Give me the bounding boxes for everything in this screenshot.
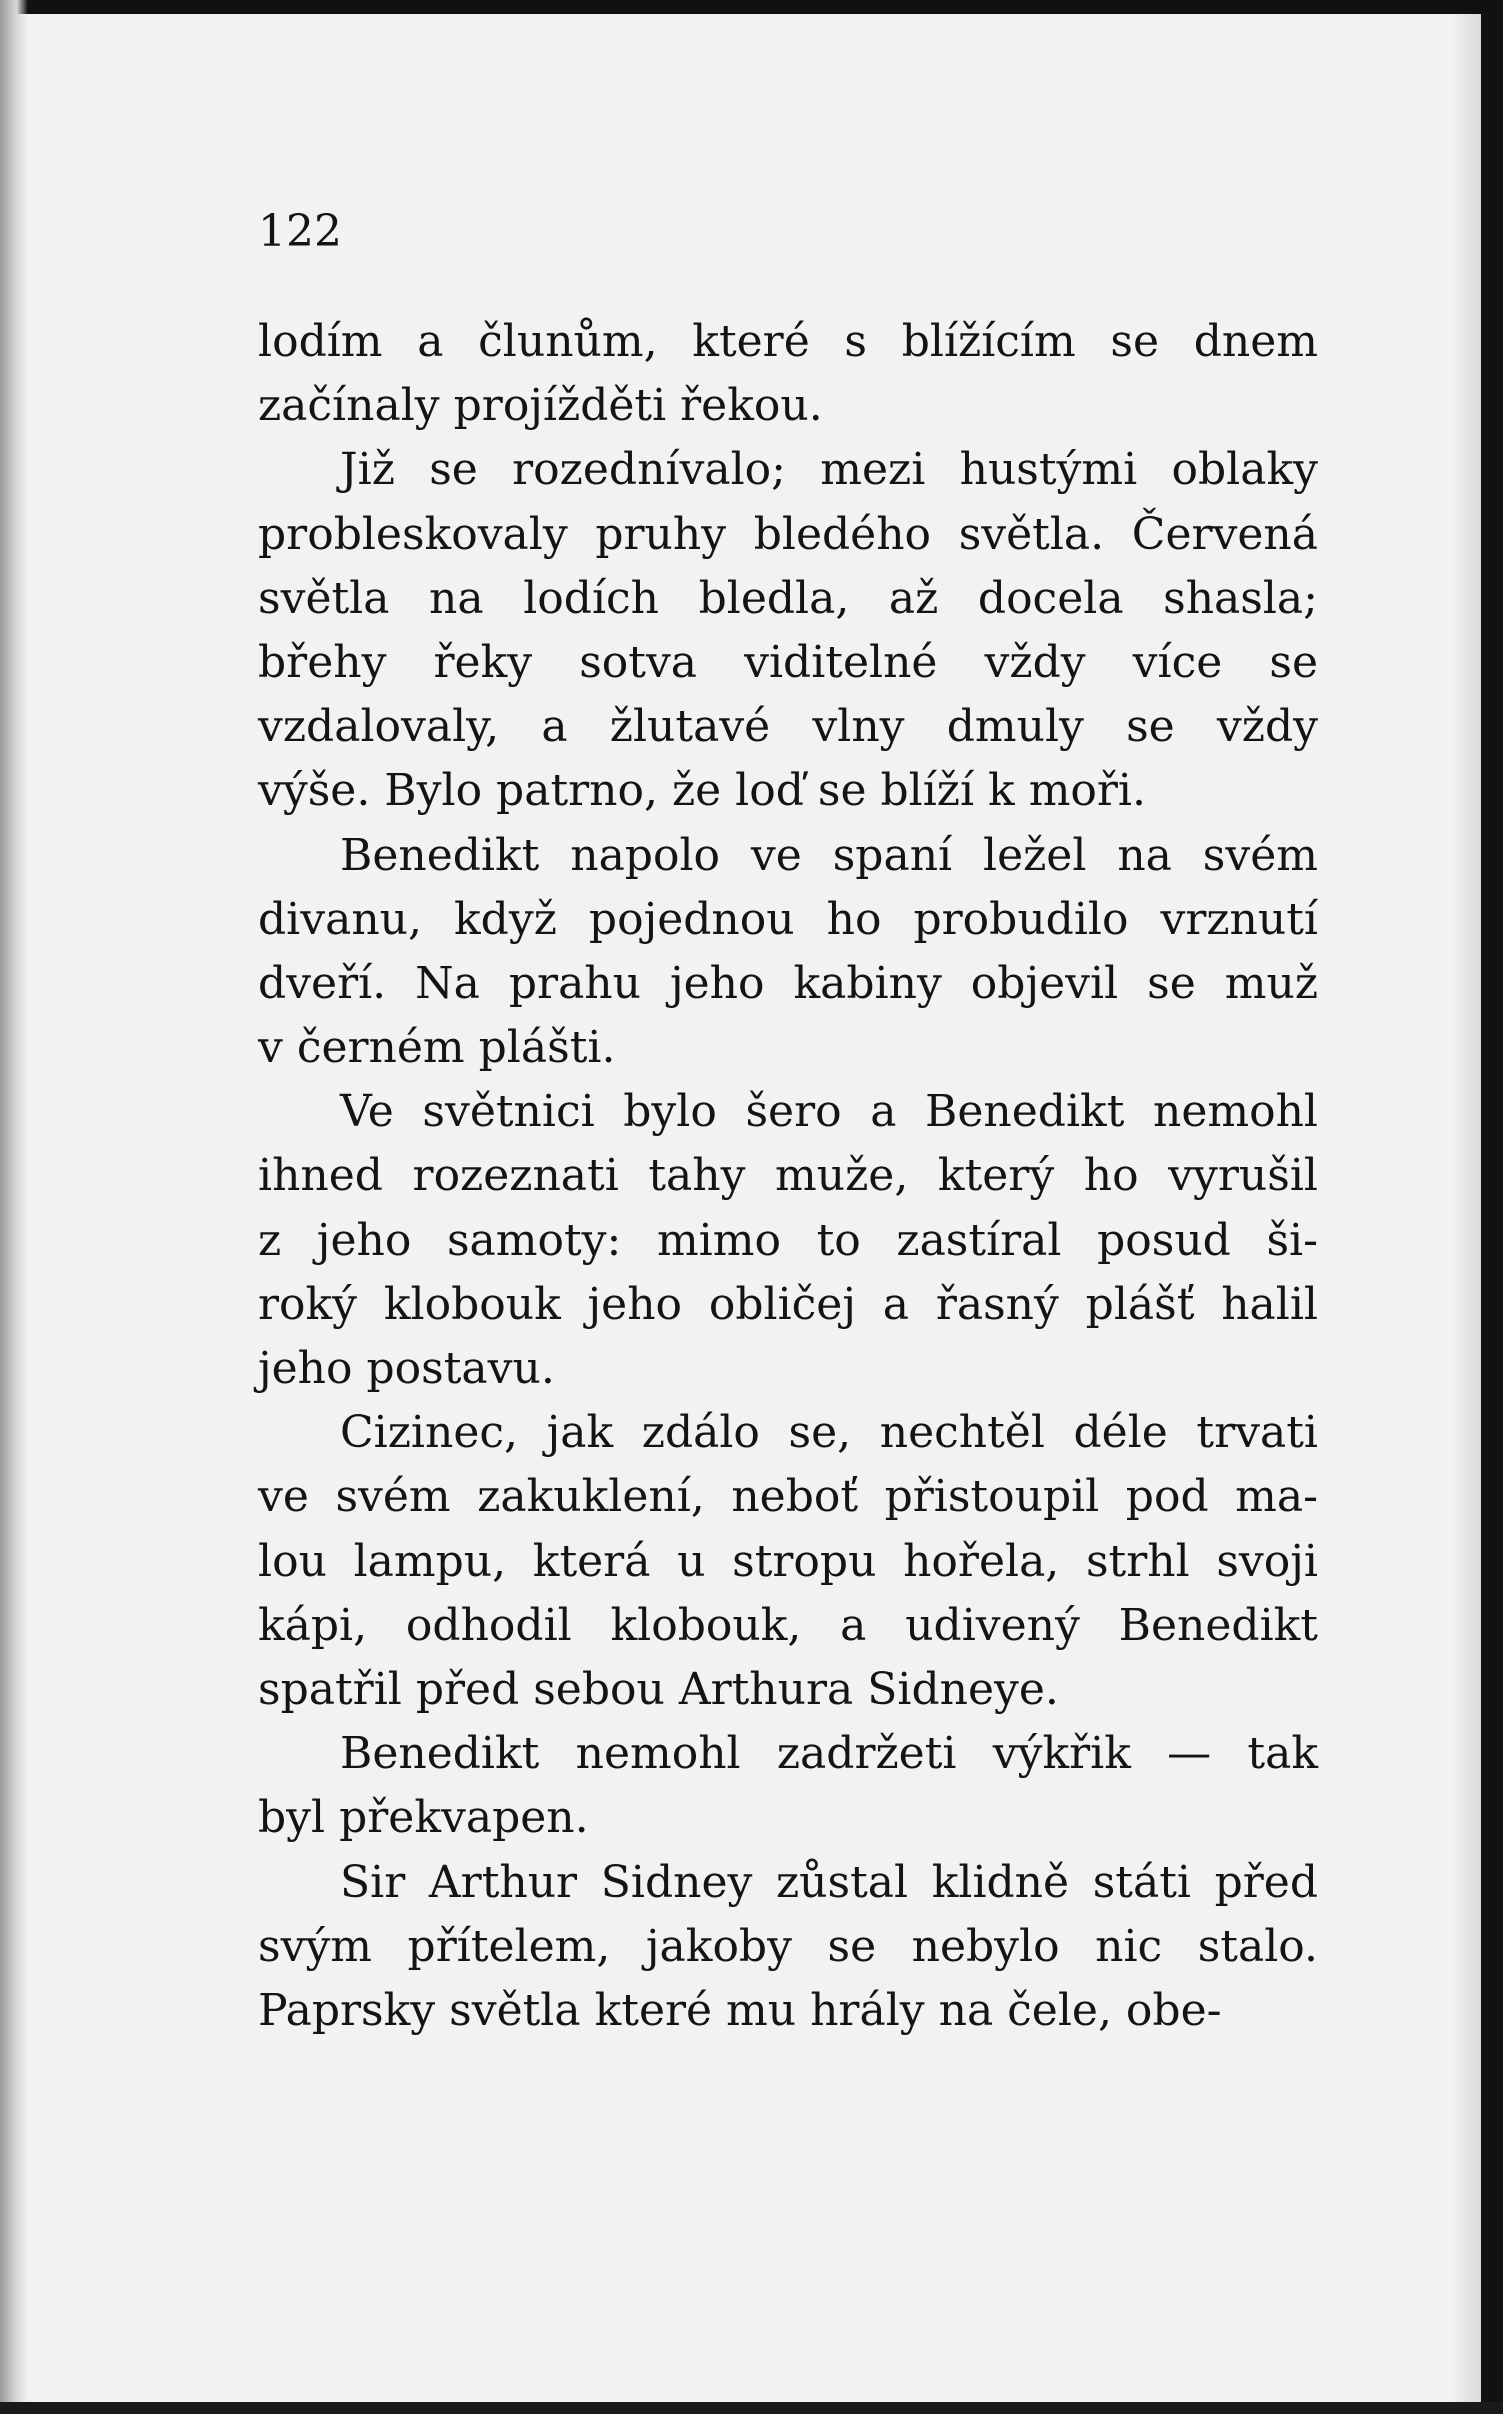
text-line: roký klobouk jeho obličej a řasný plášť halil bbox=[258, 1278, 1318, 1330]
text-line: v černém plášti. bbox=[258, 1022, 616, 1074]
text-line: začínaly projížděti řekou. bbox=[258, 380, 823, 432]
text-line: kápi, odhodil klobouk, a udivený Benedikt bbox=[258, 1599, 1318, 1651]
text-line: divanu, když pojednou ho probudilo vrznutí bbox=[258, 893, 1318, 945]
text-line: Již se rozednívalo; mezi hustými oblaky bbox=[340, 444, 1318, 496]
text-line: Benedikt napolo ve spaní ležel na svém bbox=[340, 829, 1318, 881]
text-line: světla na lodích bledla, až docela shasla; bbox=[258, 572, 1318, 624]
text-line: břehy řeky sotva viditelné vždy více se bbox=[258, 636, 1318, 688]
text-line: ihned rozeznati tahy muže, který ho vyrušil bbox=[258, 1150, 1318, 1202]
text-line: probleskovaly pruhy bledého světla. Červená bbox=[258, 508, 1318, 560]
paragraph bbox=[258, 1401, 1318, 1722]
text-line: lou lampu, která u stropu hořela, strhl svoji bbox=[258, 1535, 1318, 1587]
paragraph bbox=[258, 310, 1318, 438]
text-line: Benedikt nemohl zadržeti výkřik — tak bbox=[340, 1728, 1318, 1780]
text-line: svým přítelem, jakoby se nebylo nic stalo. bbox=[258, 1920, 1318, 1972]
text-line: Ve světnici bylo šero a Benedikt nemohl bbox=[340, 1086, 1318, 1138]
text-line: Sir Arthur Sidney zůstal klidně státi před bbox=[340, 1856, 1318, 1908]
text-line: byl překvapen. bbox=[258, 1792, 589, 1844]
text-line: dveří. Na prahu jeho kabiny objevil se muž bbox=[258, 957, 1318, 1009]
page-text-block bbox=[258, 200, 1318, 2043]
paragraph bbox=[258, 1080, 1318, 1401]
scan-top-edge bbox=[0, 0, 1503, 14]
paragraph bbox=[258, 438, 1318, 823]
text-line: jeho postavu. bbox=[258, 1343, 555, 1394]
text-line: z jeho samoty: mimo to zastíral posud ši- bbox=[258, 1214, 1318, 1266]
body-paragraphs bbox=[258, 310, 1318, 2043]
text-line: ve svém zakuklení, neboť přistoupil pod ma- bbox=[258, 1471, 1318, 1523]
page-number: 122 bbox=[258, 206, 342, 257]
text-line: vzdalovaly, a žlutavé vlny dmuly se vždy bbox=[258, 701, 1318, 753]
paragraph bbox=[258, 1851, 1318, 2044]
text-line: výše. Bylo patrno, že loď se blíží k moři. bbox=[258, 765, 1146, 817]
paragraph bbox=[258, 1722, 1318, 1850]
text-line: lodím a člunům, které s blížícím se dnem bbox=[258, 316, 1318, 367]
text-line: Paprsky světla které mu hrály na čele, obe- bbox=[258, 1984, 1222, 2036]
scan-left-edge bbox=[0, 0, 28, 2414]
scan-bottom-edge bbox=[0, 2402, 1503, 2414]
page-fold-shadow bbox=[1451, 0, 1481, 2414]
scan-right-edge bbox=[1481, 0, 1503, 2414]
paragraph bbox=[258, 824, 1318, 1081]
text-line: spatřil před sebou Arthura Sidneye. bbox=[258, 1663, 1059, 1715]
text-line: Cizinec, jak zdálo se, nechtěl déle trvati bbox=[340, 1407, 1318, 1459]
